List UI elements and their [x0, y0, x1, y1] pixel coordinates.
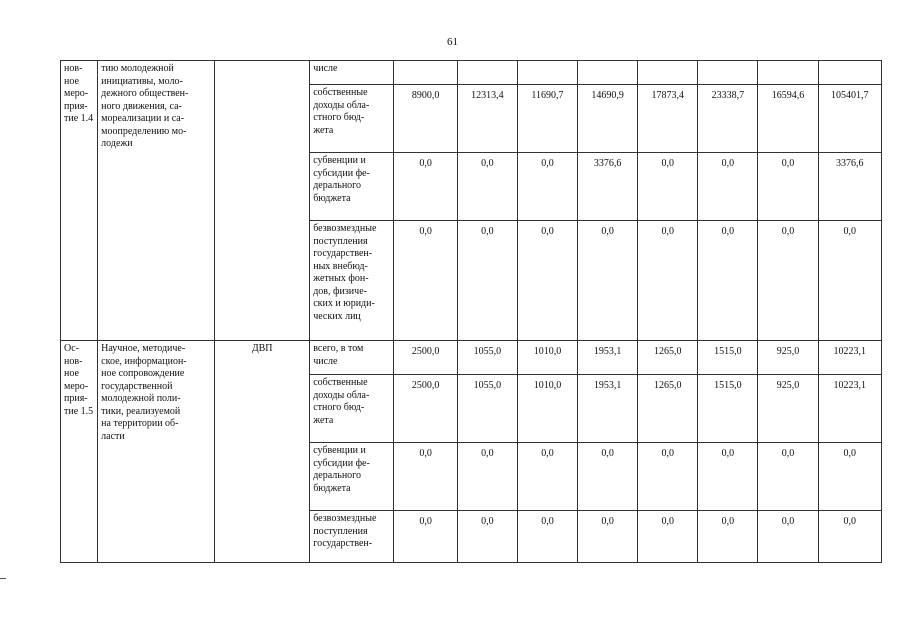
amount-cell: 1265,0 [638, 341, 698, 375]
amount-cell: 3376,6 [578, 153, 638, 221]
amount-cell: 0,0 [457, 153, 517, 221]
amount-cell [457, 61, 517, 85]
amount-cell: 23338,7 [698, 85, 758, 153]
responsible-cell [215, 61, 310, 341]
amount-cell: 0,0 [758, 511, 818, 563]
amount-cell: 0,0 [394, 443, 457, 511]
amount-cell: 8900,0 [394, 85, 457, 153]
budget-table [60, 60, 882, 563]
amount-cell [578, 61, 638, 85]
amount-cell [818, 61, 881, 85]
amount-cell: 925,0 [758, 341, 818, 375]
funding-source-cell: безвозмездные поступления государствен- [310, 511, 394, 563]
amount-cell: 0,0 [758, 221, 818, 341]
amount-cell: 0,0 [394, 221, 457, 341]
responsible-cell: ДВП [215, 341, 310, 563]
amount-cell: 0,0 [698, 153, 758, 221]
amount-cell: 0,0 [457, 443, 517, 511]
amount-cell: 105401,7 [818, 85, 881, 153]
amount-cell: 0,0 [818, 221, 881, 341]
amount-cell: 0,0 [818, 443, 881, 511]
activity-id-cell: Ос- нов- ное меро- прия- тие 1.5 [61, 341, 98, 563]
amount-cell: 0,0 [638, 153, 698, 221]
funding-source-cell: субвенции и субсидии фе- дерального бюджета [310, 443, 394, 511]
amount-cell: 1055,0 [457, 341, 517, 375]
amount-cell: 0,0 [457, 221, 517, 341]
amount-cell: 0,0 [638, 443, 698, 511]
amount-cell: 925,0 [758, 375, 818, 443]
amount-cell: 0,0 [698, 443, 758, 511]
amount-cell: 0,0 [758, 153, 818, 221]
amount-cell: 0,0 [517, 443, 577, 511]
amount-cell: 0,0 [517, 153, 577, 221]
amount-cell: 10223,1 [818, 375, 881, 443]
amount-cell: 0,0 [638, 511, 698, 563]
amount-cell: 1515,0 [698, 341, 758, 375]
funding-source-cell: всего, в том числе [310, 341, 394, 375]
amount-cell: 2500,0 [394, 375, 457, 443]
activity-id-cell: нов- ное меро- прия- тие 1.4 [61, 61, 98, 341]
amount-cell: 0,0 [698, 221, 758, 341]
funding-source-cell: собственные доходы обла- стного бюд- жета [310, 375, 394, 443]
amount-cell [758, 61, 818, 85]
amount-cell: 14690,9 [578, 85, 638, 153]
amount-cell: 2500,0 [394, 341, 457, 375]
amount-cell: 0,0 [578, 443, 638, 511]
amount-cell: 1010,0 [517, 375, 577, 443]
amount-cell [517, 61, 577, 85]
table-row [61, 341, 882, 375]
amount-cell: 1055,0 [457, 375, 517, 443]
amount-cell: 0,0 [638, 221, 698, 341]
amount-cell: 11690,7 [517, 85, 577, 153]
amount-cell [638, 61, 698, 85]
amount-cell [698, 61, 758, 85]
amount-cell: 1953,1 [578, 375, 638, 443]
amount-cell: 10223,1 [818, 341, 881, 375]
amount-cell: 0,0 [758, 443, 818, 511]
funding-source-cell: безвозмездные поступления государствен- ных внебюд- жетных фон- дов, физиче- ских и юриди- ческих лиц [310, 221, 394, 341]
amount-cell: 1010,0 [517, 341, 577, 375]
table-body [61, 61, 882, 563]
amount-cell: 0,0 [818, 511, 881, 563]
amount-cell: 3376,6 [818, 153, 881, 221]
amount-cell: 1515,0 [698, 375, 758, 443]
activity-description-cell: тию молодежной инициативы, моло- дежного обществен- ного движения, са- мореализации и са- моопределению мо- лодежи [98, 61, 215, 341]
amount-cell: 0,0 [457, 511, 517, 563]
amount-cell: 1265,0 [638, 375, 698, 443]
activity-description-cell: Научное, методиче- ское, информацион- ное сопровождение государственной молодежной поли- тики, реализуемой на территории об- ласти [98, 341, 215, 563]
table-row [61, 61, 882, 85]
funding-source-cell: субвенции и субсидии фе- дерального бюджета [310, 153, 394, 221]
amount-cell: 1953,1 [578, 341, 638, 375]
amount-cell: 17873,4 [638, 85, 698, 153]
funding-source-cell: числе [310, 61, 394, 85]
amount-cell: 12313,4 [457, 85, 517, 153]
amount-cell: 0,0 [394, 153, 457, 221]
amount-cell: 0,0 [578, 511, 638, 563]
margin-tick [0, 578, 6, 579]
amount-cell [394, 61, 457, 85]
amount-cell: 0,0 [698, 511, 758, 563]
amount-cell: 16594,6 [758, 85, 818, 153]
amount-cell: 0,0 [517, 221, 577, 341]
amount-cell: 0,0 [578, 221, 638, 341]
funding-source-cell: собственные доходы обла- стного бюд- жета [310, 85, 394, 153]
amount-cell: 0,0 [517, 511, 577, 563]
page-number: 61 [447, 36, 458, 48]
amount-cell: 0,0 [394, 511, 457, 563]
